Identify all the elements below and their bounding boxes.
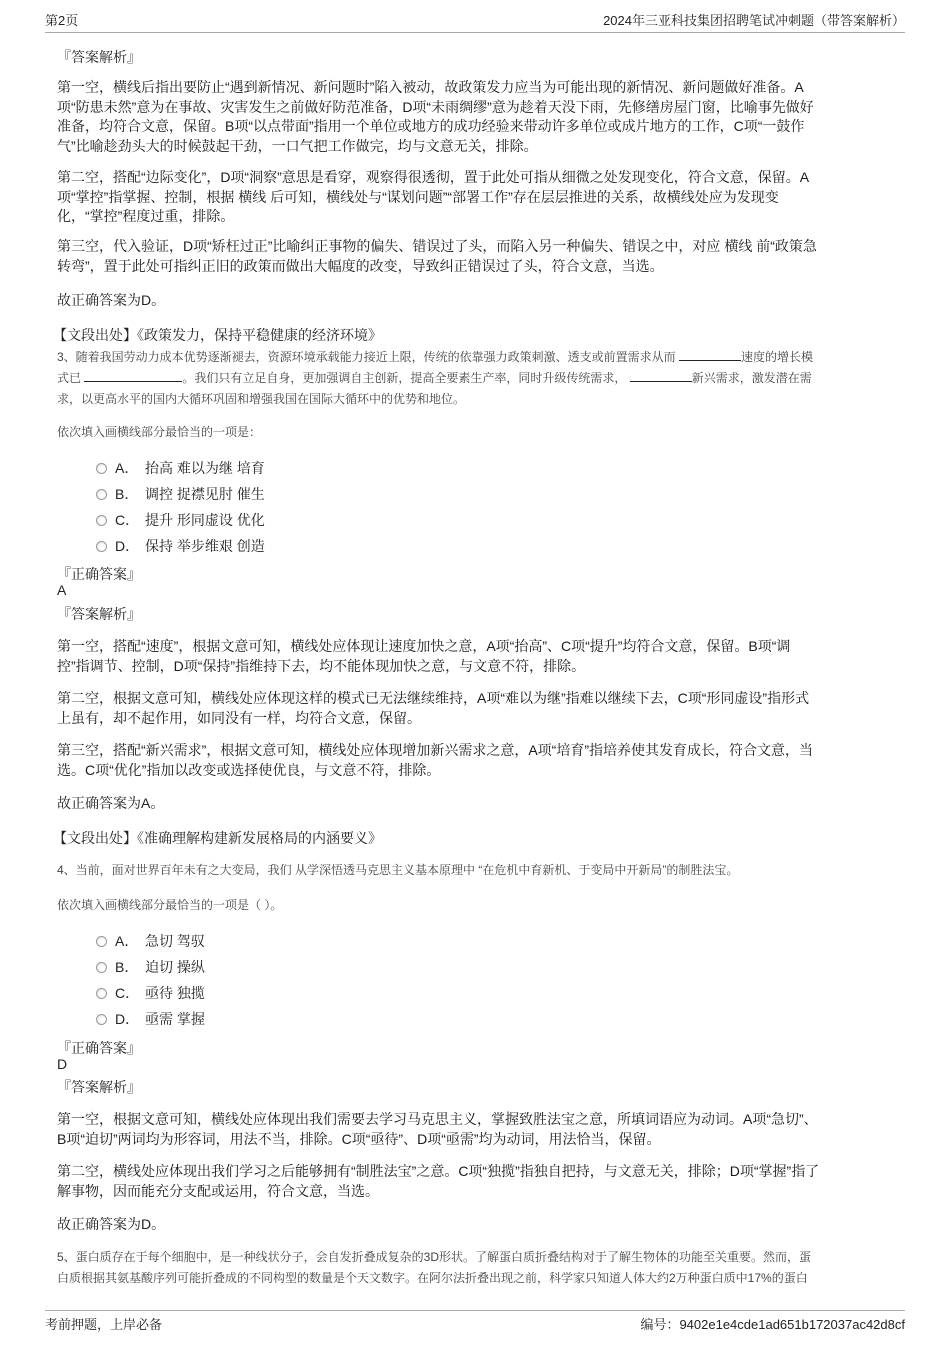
text-line: 第三空，代入验证，D项“矫枉过正”比喻纠正事物的偏失、错误过了头，而陷入另一种偏失、错误之中，对应 横线 前“政策急 [57, 238, 817, 254]
radio-icon[interactable] [96, 463, 107, 474]
analysis-paragraph [57, 237, 817, 276]
conclusion: 故正确答案为A。 [57, 795, 165, 811]
text-line: 第二空，搭配“边际变化”，D项“洞察”意思是看穿，观察得很透彻，置于此处可指从细微之处发现变化，符合文意，保留。A [57, 169, 810, 185]
option-b[interactable] [96, 957, 205, 977]
conclusion: 故正确答案为D。 [57, 1216, 166, 1232]
text-line: 第一空，搭配“速度”，根据文意可知，横线处应体现让速度加快之意，A项“抬高”、C项“提升”均符合文意，保留。B项“调 [57, 638, 791, 654]
radio-icon[interactable] [96, 515, 107, 526]
analysis-paragraph [57, 78, 814, 156]
option-text: 抬高 难以为继 培育 [145, 460, 265, 476]
radio-icon[interactable] [96, 489, 107, 500]
radio-icon[interactable] [96, 1014, 107, 1025]
analysis-paragraph [57, 689, 809, 728]
question-prompt: 依次填入画横线部分最恰当的一项是（ ）。 [57, 898, 283, 912]
analysis-paragraph [57, 1110, 818, 1149]
text-line: 控”指调节、控制，D项“保持”指维持下去，均不能体现加快之意，与文意不符，排除。 [57, 657, 586, 674]
option-letter: B． [115, 959, 139, 975]
stem-text: 白质根据其氨基酸序列可能折叠成的不同构型的数量是个天文数字。在阿尔法折叠出现之前，科学家只知道人体大约2万种蛋白质中17%的蛋白 [57, 1271, 808, 1285]
blank-2 [84, 369, 182, 382]
radio-icon[interactable] [96, 936, 107, 947]
option-d[interactable] [96, 1009, 205, 1029]
option-text: 迫切 操纵 [145, 959, 205, 975]
text-line: 第一空，横线后指出要防止“遇到新情况、新问题时”陷入被动，故政策发力应当为可能出现的新情况、新问题做好准备。A [57, 79, 804, 95]
document-id: 编号：9402e1e4cde1ad651b172037ac42d8cf [640, 1317, 905, 1332]
blank-1 [679, 348, 741, 361]
source: 【文段出处】《政策发力，保持平稳健康的经济环境》 [53, 327, 382, 343]
option-b[interactable] [96, 484, 265, 504]
answer-value: A [57, 582, 67, 598]
option-a[interactable] [96, 931, 205, 951]
header-divider [45, 32, 905, 33]
analysis-paragraph [57, 741, 813, 780]
stem-text: 求，以更高水平的国内大循环巩固和增强我国在国际大循环中的优势和地位。 [57, 392, 466, 406]
conclusion: 故正确答案为D。 [57, 292, 166, 308]
page-number: 第2页 [45, 13, 79, 28]
option-text: 亟待 独揽 [145, 985, 205, 1001]
analysis-label: 『答案解析』 [57, 606, 141, 622]
stem-text: 速度的增长模 [741, 350, 814, 364]
text-line: 选。C项“优化”指加以改变或选择使优良，与文意不符，排除。 [57, 761, 441, 778]
option-letter: D． [115, 1011, 140, 1027]
text-line: 解事物，因而能充分支配或运用，符合文意，当选。 [57, 1182, 379, 1199]
analysis-label: 『答案解析』 [57, 49, 141, 65]
option-c[interactable] [96, 983, 205, 1003]
text-line: B项“迫切”两词均为形容词，用法不当，排除。C项“亟待”、D项“亟需”均为动词，用法恰当，保留。 [57, 1130, 661, 1147]
option-text: 提升 形同虚设 优化 [145, 512, 265, 528]
footer-divider [45, 1310, 905, 1311]
analysis-paragraph [57, 1162, 819, 1201]
text-line: 项“掌控”指掌握、控制，根据 横线 后可知，横线处与“谋划问题”“部署工作”存在层层推进的关系，故横线处应为发现变 [57, 188, 779, 205]
answer-label: 『正确答案』 [57, 566, 141, 582]
option-text: 亟需 掌握 [145, 1011, 205, 1027]
option-letter: D． [115, 538, 140, 554]
text-line: 准备，均符合文意，保留。B项“以点带面”指用一个单位或地方的成功经验来带动许多单位或成片地方的工作，C项“一鼓作 [57, 118, 805, 134]
option-letter: C． [115, 512, 140, 528]
option-a[interactable] [96, 458, 265, 478]
analysis-label: 『答案解析』 [57, 1079, 141, 1095]
question-5-stem [57, 1247, 811, 1289]
option-c[interactable] [96, 510, 265, 530]
option-letter: C． [115, 985, 140, 1001]
stem-text: 。我们只有立足自身，更加强调自主创新，提高全要素生产率，同时升级传统需求， [182, 371, 630, 385]
text-line: 项“防患未然”意为在事故、灾害发生之前做好防范准备，D项“未雨绸缪”意为趁着天没下雨，先修缮房屋门窗，比喻事先做好 [57, 98, 814, 115]
option-letter: B． [115, 486, 139, 502]
stem-text: 式已 [57, 371, 85, 385]
document-title: 2024年三亚科技集团招聘笔试冲刺题（带答案解析） [603, 13, 905, 28]
radio-icon[interactable] [96, 988, 107, 999]
answer-label: 『正确答案』 [57, 1040, 141, 1056]
text-line: 第二空，横线处应体现出我们学习之后能够拥有“制胜法宝”之意。C项“独揽”指独自把持，与文意无关，排除；D项“掌握”指了 [57, 1163, 820, 1179]
text-line: 第一空，根据文意可知，横线处应体现出我们需要去学习马克思主义，掌握致胜法宝之意，所填词语应为动词。A项“急切”、 [57, 1111, 818, 1127]
option-text: 保持 举步维艰 创造 [145, 538, 265, 554]
text-line: 气”比喻趁劲头大的时候鼓起干劲，一口气把工作做完，均与文意无关，排除。 [57, 137, 538, 154]
question-prompt: 依次填入画横线部分最恰当的一项是： [57, 425, 262, 439]
answer-value: D [57, 1056, 68, 1072]
question-4-stem: 4、当前，面对世界百年未有之大变局，我们 从学深悟透马克思主义基本原理中 “在危机中育新机、于变局中开新局”的制胜法宝。 [57, 863, 739, 877]
option-letter: A． [115, 460, 139, 476]
option-d[interactable] [96, 536, 265, 556]
radio-icon[interactable] [96, 541, 107, 552]
question-3-stem [57, 347, 813, 410]
option-text: 急切 驾驭 [145, 933, 205, 949]
stem-text: 5、蛋白质存在于每个细胞中，是一种线状分子，会自发折叠成复杂的3D形状。了解蛋白质折叠结构对于了解生物体的功能至关重要。然而，蛋 [57, 1250, 812, 1264]
blank-3 [630, 369, 692, 382]
option-letter: A． [115, 933, 139, 949]
radio-icon[interactable] [96, 962, 107, 973]
source: 【文段出处】《准确理解构建新发展格局的内涵要义》 [53, 830, 382, 846]
text-line: 第三空，搭配“新兴需求”，根据文意可知，横线处应体现增加新兴需求之意，A项“培育”指培养使其发育成长，符合文意，当 [57, 742, 813, 758]
text-line: 转弯”，置于此处可指纠正旧的政策而做出大幅度的改变，导致纠正错误过了头，符合文意，当选。 [57, 257, 664, 274]
analysis-paragraph [57, 637, 790, 676]
stem-text: 3、随着我国劳动力成本优势逐渐褪去，资源环境承载能力接近上限，传统的依靠强力政策刺激、透支或前置需求从而 [57, 350, 680, 364]
analysis-paragraph [57, 168, 809, 227]
text-line: 化，“掌控”程度过重，排除。 [57, 208, 235, 224]
text-line: 上虽有，却不起作用，如同没有一样，均符合文意，保留。 [57, 709, 421, 726]
stem-text: 新兴需求，激发潜在需 [691, 371, 812, 385]
option-text: 调控 捉襟见肘 催生 [145, 486, 265, 502]
footer-slogan: 考前押题，上岸必备 [45, 1317, 163, 1332]
text-line: 第二空，根据文意可知，横线处应体现这样的模式已无法继续维持，A项“难以为继”指难以继续下去，C项“形同虚设”指形式 [57, 690, 810, 706]
